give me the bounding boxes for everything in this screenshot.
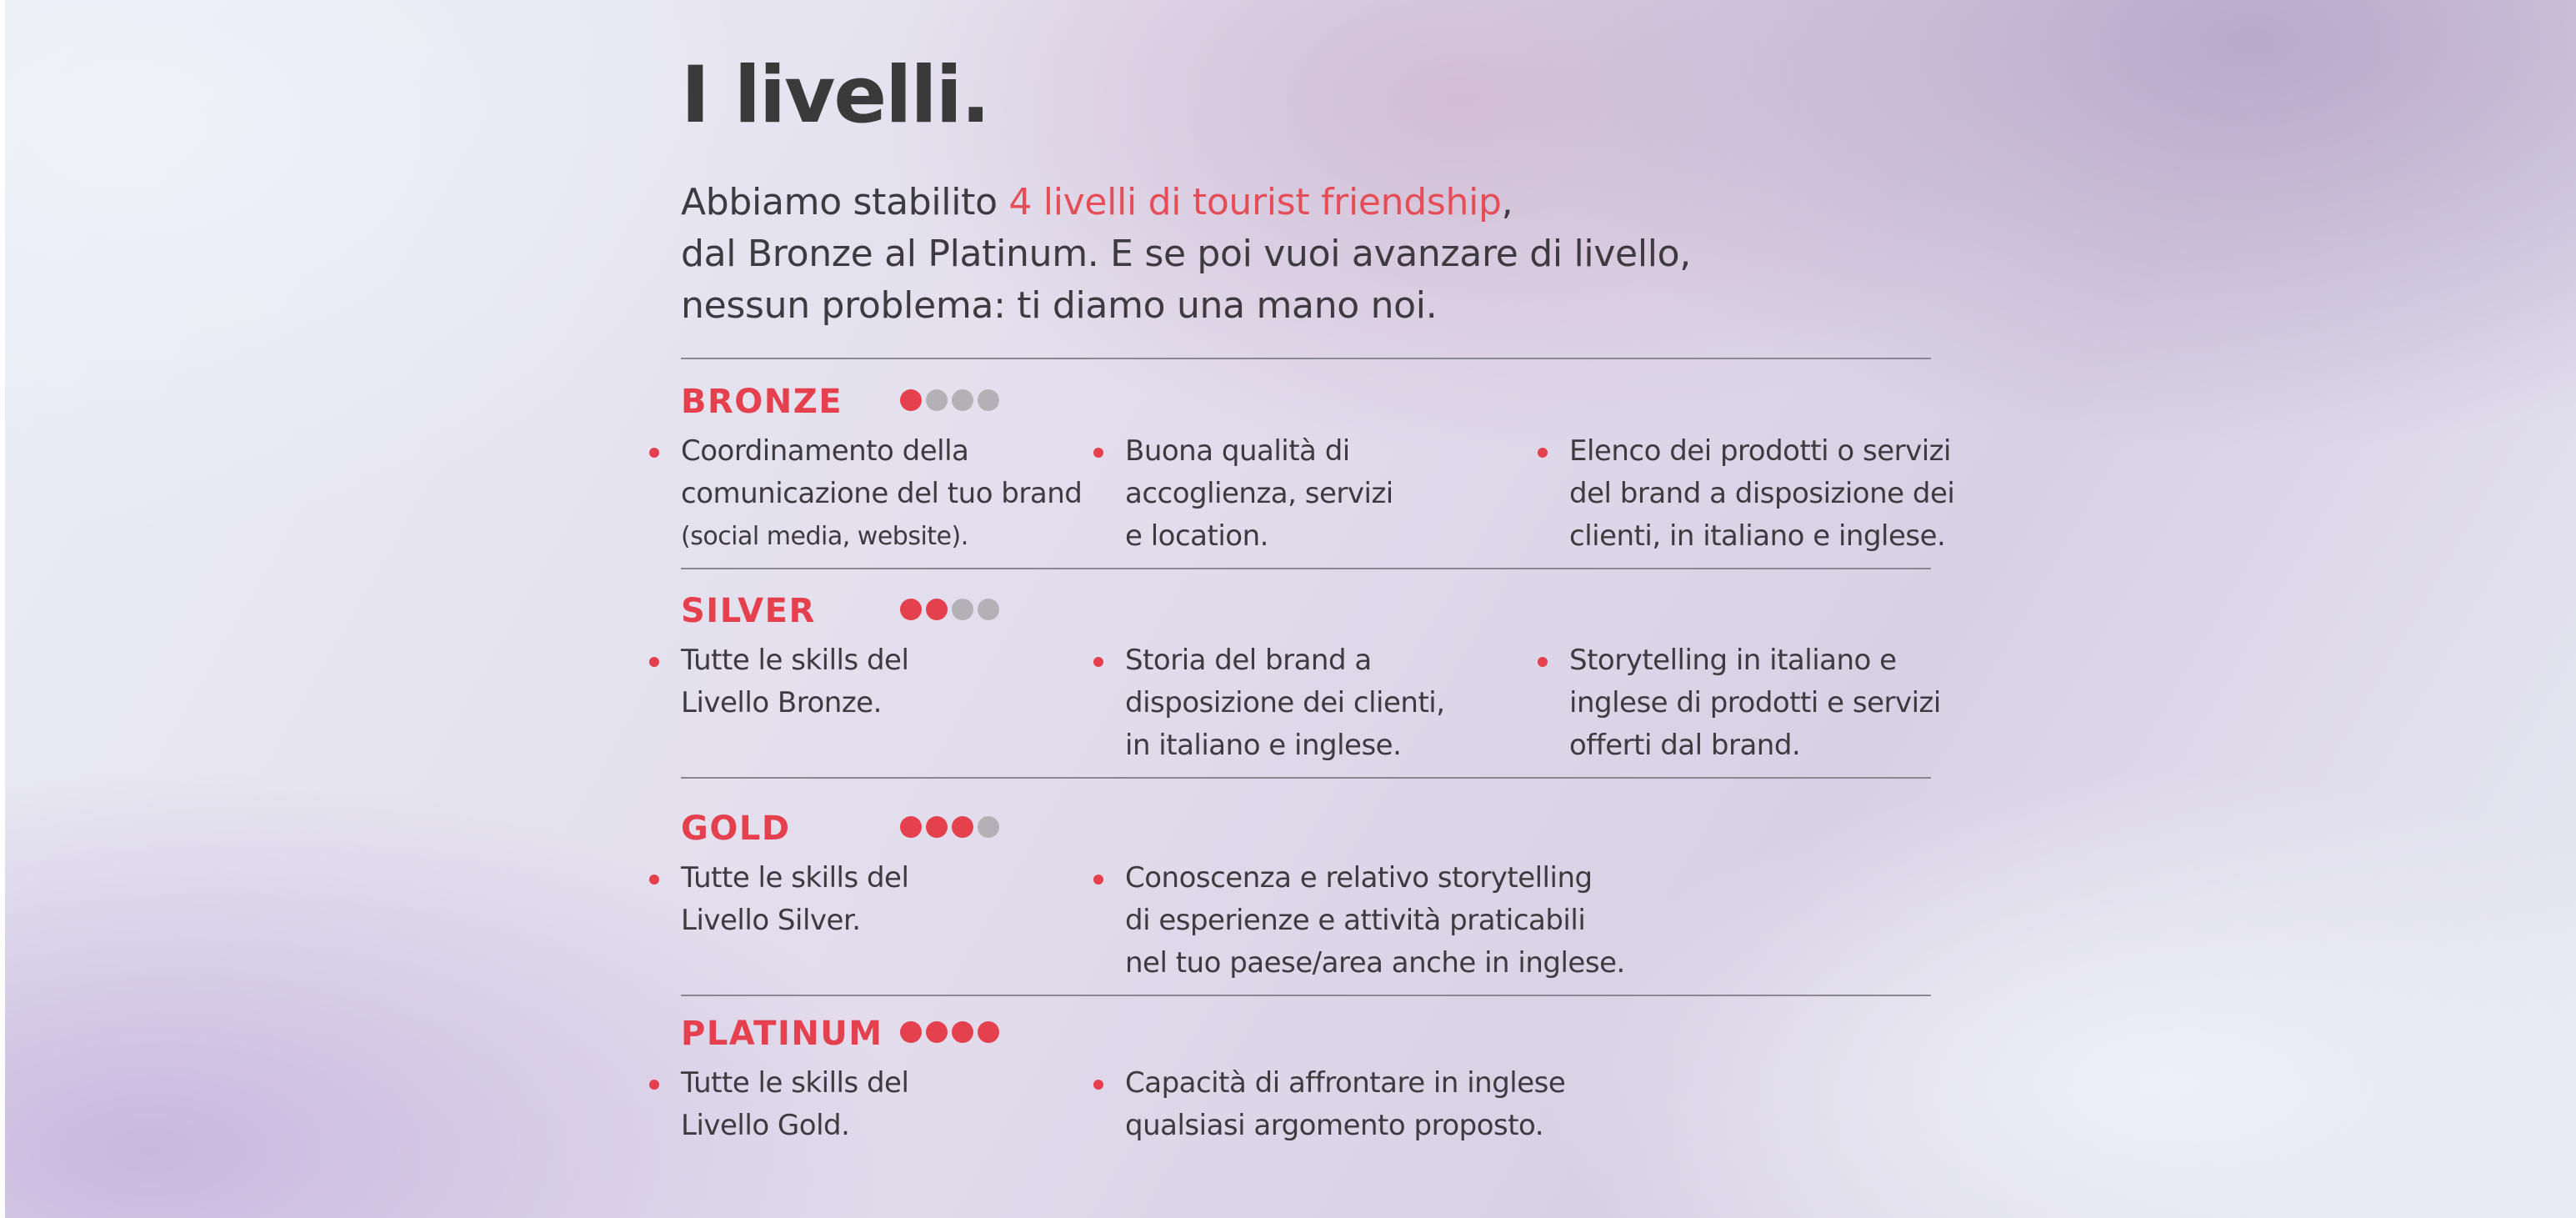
level-name-gold: GOLD — [681, 809, 791, 848]
skill-line: Capacità di affrontare in inglese — [1125, 1066, 1566, 1100]
rating-dots-bronze — [900, 389, 999, 411]
skill-line: in italiano e inglese. — [1125, 729, 1402, 762]
rating-dots-platinum — [900, 1021, 999, 1043]
skill-item — [1569, 639, 1941, 767]
skill-line: inglese di prodotti e servizi — [1569, 686, 1941, 719]
intro-line-2: dal Bronze al Platinum. E se poi vuoi avanzare di livello, — [681, 233, 1691, 275]
skill-item — [681, 857, 908, 942]
skill-item — [681, 1062, 908, 1147]
skill-line: accoglienza, servizi — [1125, 477, 1393, 510]
skill-line: Livello Gold. — [681, 1109, 850, 1142]
skill-line: clienti, in italiano e inglese. — [1569, 519, 1946, 553]
skill-line: comunicazione del tuo brand — [681, 477, 1083, 510]
intro-line-3: nessun problema: ti diamo una mano noi. — [681, 284, 1438, 327]
level-name-silver: SILVER — [681, 592, 816, 630]
rating-dot-empty — [978, 816, 999, 838]
divider — [681, 358, 1931, 359]
rating-dot-filled — [900, 599, 922, 620]
rating-dot-filled — [926, 599, 948, 620]
skill-line: Elenco dei prodotti o servizi — [1569, 434, 1951, 468]
intro-text: Abbiamo stabilito — [681, 181, 1009, 223]
skill-line: Coordinamento della — [681, 434, 969, 468]
skill-item — [1125, 857, 1625, 985]
rating-dot-filled — [952, 816, 973, 838]
skill-line: Buona qualità di — [1125, 434, 1350, 468]
rating-dot-filled — [900, 389, 922, 411]
level-name-bronze: BRONZE — [681, 383, 843, 421]
skill-line: offerti dal brand. — [1569, 729, 1801, 762]
intro-text-comma: , — [1501, 181, 1513, 223]
skill-item — [1125, 430, 1393, 558]
skill-line: Conoscenza e relativo storytelling — [1125, 861, 1593, 895]
page-title: I livelli. — [681, 50, 989, 141]
rating-dot-filled — [952, 1021, 973, 1043]
rating-dot-filled — [978, 1021, 999, 1043]
skill-line: Storia del brand a — [1125, 644, 1372, 677]
rating-dot-empty — [978, 599, 999, 620]
divider — [681, 995, 1931, 996]
skill-line: Livello Silver. — [681, 904, 861, 937]
rating-dot-filled — [926, 1021, 948, 1043]
skill-item — [681, 430, 1082, 558]
rating-dot-empty — [952, 599, 973, 620]
skill-line: Tutte le skills del — [681, 1066, 909, 1100]
skill-item — [1569, 430, 1954, 558]
intro-paragraph — [681, 177, 1691, 332]
rating-dot-empty — [978, 389, 999, 411]
skill-item — [1125, 1062, 1565, 1147]
skill-line: nel tuo paese/area anche in inglese. — [1125, 946, 1625, 980]
skill-line: Tutte le skills del — [681, 644, 909, 677]
rating-dot-filled — [900, 816, 922, 838]
skill-line: Storytelling in italiano e — [1569, 644, 1897, 677]
skill-item — [1125, 639, 1445, 767]
divider — [681, 568, 1931, 569]
skill-line: qualsiasi argomento proposto. — [1125, 1109, 1544, 1142]
rating-dot-empty — [926, 389, 948, 411]
skill-line: disposizione dei clienti, — [1125, 686, 1445, 719]
rating-dots-gold — [900, 816, 999, 838]
rating-dot-filled — [926, 816, 948, 838]
skill-line: del brand a disposizione dei — [1569, 477, 1955, 510]
skill-line: e location. — [1125, 519, 1268, 553]
skill-line: (social media, website). — [681, 522, 968, 551]
skill-line: Tutte le skills del — [681, 861, 909, 895]
rating-dots-silver — [900, 599, 999, 620]
skill-line: Livello Bronze. — [681, 686, 882, 719]
rating-dot-empty — [952, 389, 973, 411]
divider — [681, 777, 1931, 779]
skill-item — [681, 639, 908, 724]
skill-line: di esperienze e attività praticabili — [1125, 904, 1586, 937]
intro-line-1 — [681, 181, 1513, 223]
level-name-platinum: PLATINUM — [681, 1015, 883, 1053]
intro-highlight: 4 livelli di tourist friendship — [1008, 181, 1502, 223]
rating-dot-filled — [900, 1021, 922, 1043]
left-edge-strip — [0, 0, 5, 1218]
